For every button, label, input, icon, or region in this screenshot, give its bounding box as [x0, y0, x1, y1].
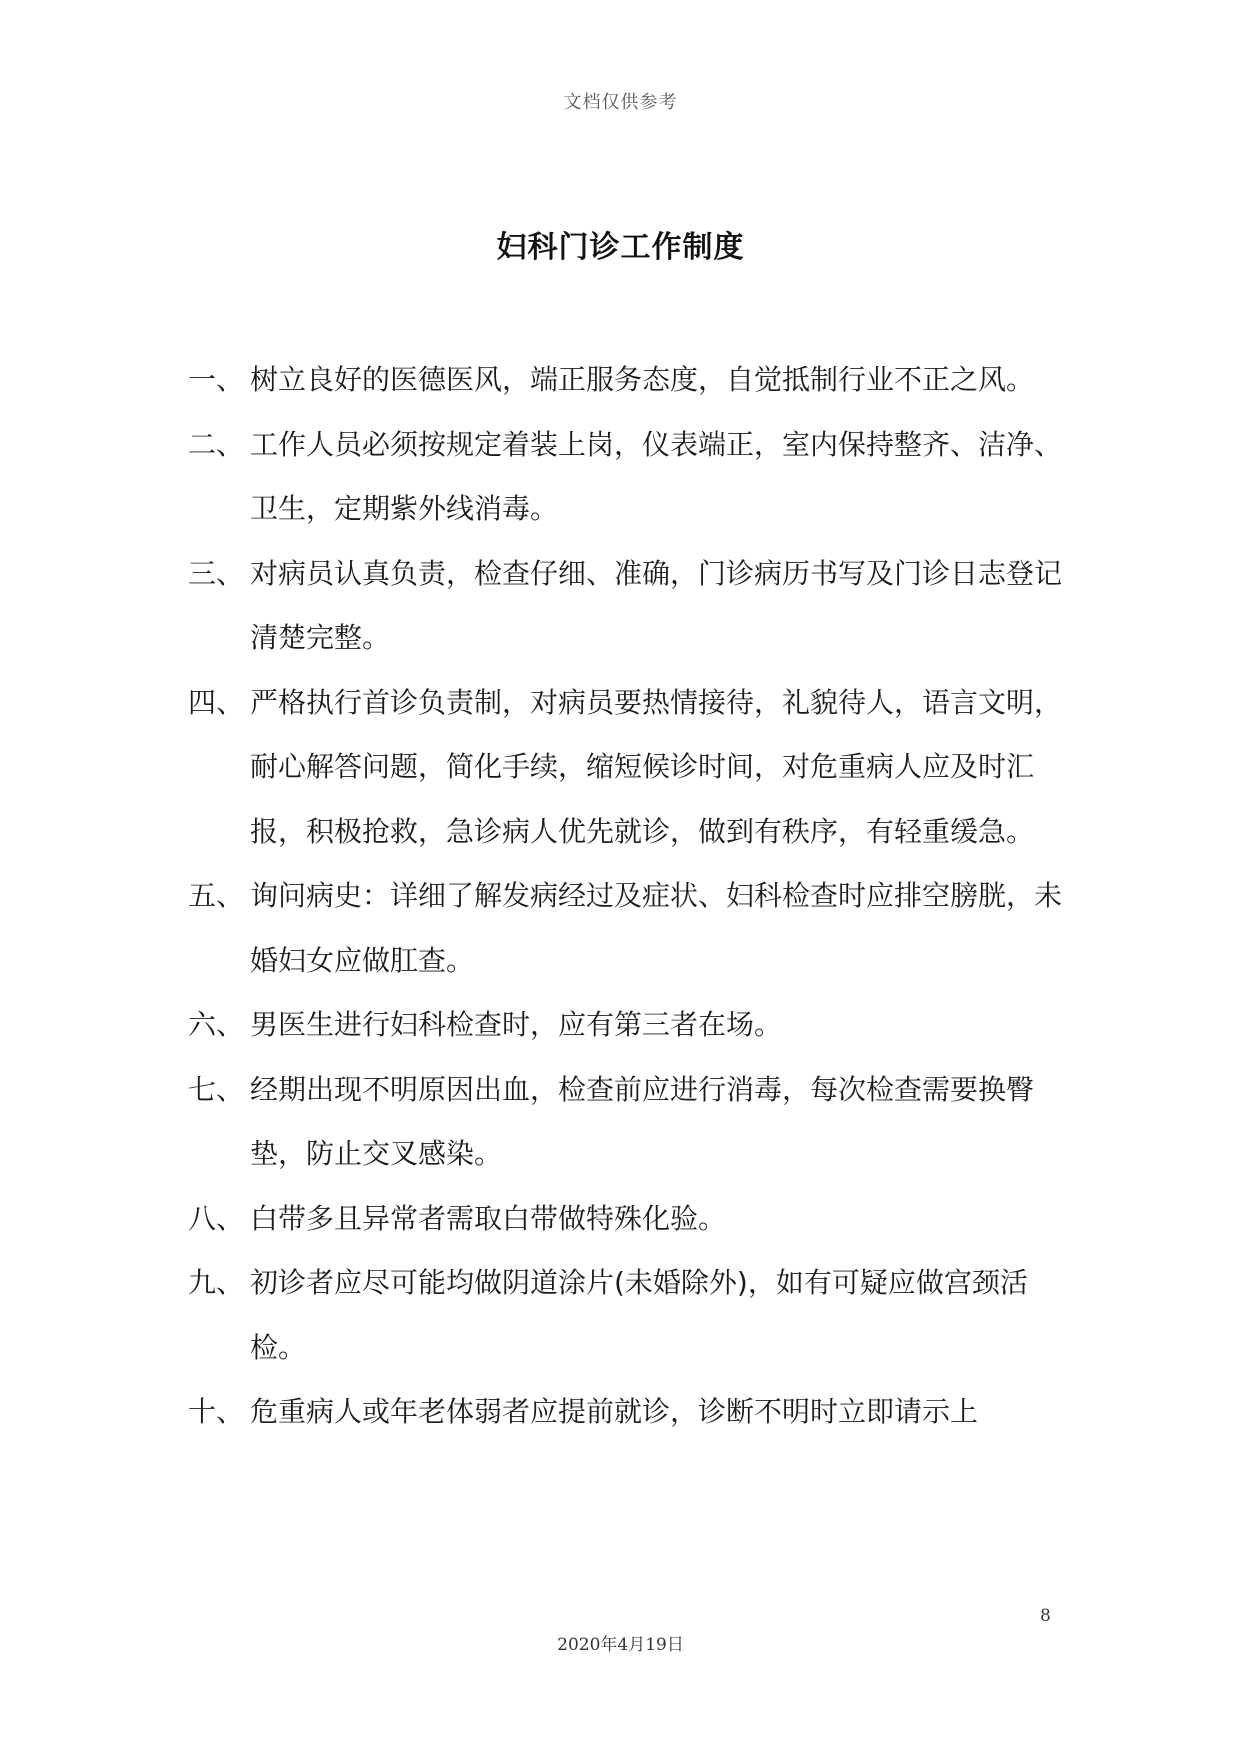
rule-text: 男医生进行妇科检查时，应有第三者在场。	[250, 1008, 783, 1041]
rule-number: 三、	[188, 556, 245, 590]
rule-item-9	[188, 1251, 1068, 1380]
rule-item-1	[188, 348, 1068, 413]
rule-item-8	[188, 1187, 1068, 1252]
rule-number: 二、	[188, 427, 245, 461]
rule-text: 树立良好的医德医风，端正服务态度，自觉抵制行业不正之风。	[250, 363, 1035, 396]
rule-text: 初诊者应尽可能均做阴道涂片(未婚除外)，如有可疑应做宫颈活检。	[250, 1266, 1028, 1364]
rule-text: 工作人员必须按规定着装上岗，仪表端正，室内保持整齐、洁净、卫生，定期紫外线消毒。	[250, 427, 1063, 525]
rule-text: 白带多且异常者需取白带做特殊化验。	[250, 1201, 727, 1235]
rule-number: 四、	[188, 685, 245, 719]
rule-item-2	[188, 413, 1068, 542]
rules-list	[188, 348, 1068, 1445]
rule-number: 六、	[188, 1008, 245, 1041]
header-note: 文档仅供参考	[563, 92, 678, 113]
rule-item-5	[188, 864, 1068, 993]
rule-text: 严格执行首诊负责制，对病员要热情接待，礼貌待人，语言文明，耐心解答问题，简化手续，缩短候诊时间，对危重病人应及时汇报，积极抢救，急诊病人优先就诊，做到有秩序，有轻重缓急。	[250, 685, 1063, 848]
document-title: 妇科门诊工作制度	[496, 230, 745, 265]
rule-text: 对病员认真负责，检查仔细、准确，门诊病历书写及门诊日志登记清楚完整。	[250, 556, 1063, 654]
rule-number: 五、	[188, 879, 245, 912]
rule-number: 九、	[188, 1266, 245, 1299]
rule-text: 危重病人或年老体弱者应提前就诊，诊断不明时立即请示上	[250, 1395, 979, 1428]
footer-date: 2020年4月19日	[557, 1635, 684, 1655]
rule-item-7	[188, 1058, 1068, 1187]
rule-text: 询问病史：详细了解发病经过及症状、妇科检查时应排空膀胱，未婚妇女应做肛查。	[250, 879, 1063, 977]
rule-number: 七、	[188, 1072, 245, 1106]
rule-text: 经期出现不明原因出血，检查前应进行消毒，每次检查需要换臀垫，防止交叉感染。	[250, 1072, 1035, 1170]
rule-number: 十、	[188, 1395, 245, 1428]
page-number: 8	[1040, 1606, 1051, 1626]
rule-item-4	[188, 671, 1068, 865]
rule-number: 八、	[188, 1201, 245, 1235]
rule-item-6	[188, 993, 1068, 1058]
rule-item-10	[188, 1380, 1068, 1445]
rule-number: 一、	[188, 363, 245, 396]
rule-item-3	[188, 542, 1068, 671]
